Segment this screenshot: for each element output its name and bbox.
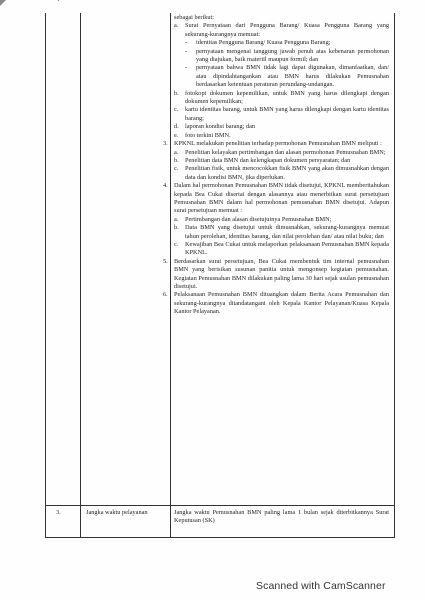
marker-b: b. — [174, 89, 179, 97]
marker-c: c. — [174, 240, 179, 248]
point-3a — [174, 149, 389, 157]
item-e-text: foto terkini BMN. — [185, 131, 231, 139]
marker-b: b. — [174, 224, 179, 232]
point-3a-text: Penelitian kelayakan pertimbangan dan alasan permohonan Pemusnahan BMN; — [185, 148, 386, 156]
scanner-watermark: Scanned with CamScanner — [256, 580, 386, 592]
marker-b: b. — [174, 156, 179, 164]
item-a-text: Surat Pernyataan dari Pengguna Barang/ Kuasa Pengguna Barang yang sekurang-kurangnya memuat: — [185, 22, 389, 38]
point-5 — [163, 258, 389, 292]
row-3-text: Jangka waktu Pemusnahan BMN paling lama 1 bulan sejak diterbitkannya Surat Keputusan (SK) — [174, 509, 389, 525]
column-divider-number — [80, 13, 81, 537]
point-4a-text: Pertimbangan dan alasan disetujuinya Pemusnahan BMN; — [185, 215, 332, 223]
point-4-text: Dalam hal permohonan Pemusnahan BMN tidak disetujui, KPKNL memberitahukan kepada Bea Cukai disertai dengan alasannya atau menerbitkan surat persetujuan Pemusnahan BMN dalam hal permohonan pemusnahan BMN disetujui. Adapun surat persetujuan memuat : — [174, 182, 389, 215]
item-e — [174, 132, 389, 140]
point-3b-text: Penelitian data BMN dan kelengkapan dokumen persyaratan; dan — [185, 156, 351, 164]
marker-e: e. — [174, 131, 179, 139]
item-a-detail-2 — [174, 48, 389, 65]
item-a-detail-3-text: pernyataan bahwa BMN tidak lagi dapat digunakan, dimanfaatkan, dan/ atau dipindahtangankan atau BMN harus dilakukan Pemusnahan berdasarkan ketentuan peraturan perundang-undangan. — [196, 64, 389, 89]
point-4c-text: Kewajiban Bea Cukai untuk melaporkan pelaksanaan Pemusnahan BMN kepada KPKNL. — [185, 240, 389, 257]
point-3c — [174, 165, 389, 182]
row-divider — [46, 505, 394, 506]
marker-6: 6. — [163, 291, 168, 299]
item-b — [174, 90, 389, 107]
point-4a — [174, 216, 389, 224]
point-3b — [174, 157, 389, 165]
point-5-text: Berdasarkan surat persetujuan, Bea Cukai membentuk tim internal pemusnahan BMN yang berisikan susunan panitia untuk mengonsep kegiatan pemusnahan. Kegiatan Pemusnahan BMN dilakukan paling lama 30 hari sejak usulan pemusnahan disetujui. — [174, 257, 389, 290]
marker-a: a. — [174, 215, 179, 223]
marker-3: 3. — [163, 140, 168, 148]
item-c — [174, 106, 389, 123]
point-4b-text: Data BMN yang disetujui untuk dimusnahkan, sekurang-kurangnya memuat tahun perolehan, identitas barang, dan nilai perolehan dan/ atau nilai buku; dan — [185, 224, 389, 240]
row-3-label: Jangka waktu pelayanan — [86, 509, 148, 516]
point-3c-text: Penelitian fisik, untuk mencocokkan fisik BMN yang akan dimusnahkan dengan data dan kondisi BMN, jika diperlukan. — [185, 165, 389, 181]
marker-c: c. — [174, 106, 179, 114]
point-4c — [174, 241, 389, 258]
row-3-number: 3. — [56, 509, 61, 516]
marker-5: 5. — [163, 257, 168, 265]
marker-4: 4. — [163, 182, 168, 190]
corner-mark — [58, 0, 77, 1]
item-a-detail-3 — [174, 64, 389, 89]
intro-text: sebagai berikut: — [174, 14, 215, 21]
point-6 — [163, 291, 389, 316]
dash-marker: - — [185, 64, 188, 72]
point-3 — [163, 140, 389, 148]
marker-d: d. — [174, 123, 179, 131]
item-d — [174, 123, 389, 131]
item-a — [174, 22, 389, 39]
marker-a: a. — [174, 148, 179, 156]
point-4 — [163, 182, 389, 216]
item-d-text: laporan kondisi barang; dan — [185, 123, 256, 131]
item-a-detail-2-text: pernyataan mengenai tanggung jawab penuh atas kebenaran permohonan yang diajukan, baik materiil maupun formil; dan — [196, 47, 389, 64]
point-6-text: Pelaksanaan Pemusnahan BMN dituangkan dalam Berita Acara Pemusnahan dan sekurang-kurangnya ditandatangani oleh Kepala Kantor Pelayanan/Kuasa Kepala Kantor Pelayanan. — [174, 291, 389, 316]
marker-a: a. — [174, 22, 179, 30]
item-a-detail-1 — [174, 39, 389, 47]
item-a-detail-1-text: identitas Pengguna Barang/ Kuasa Pengguna Barang; — [196, 39, 331, 47]
page-corner-fold — [0, 0, 6, 6]
dash-marker: - — [185, 39, 188, 47]
item-c-text: kartu identitas barang, untuk BMN yang harus dilengkapi dengan kartu identitas barang; — [185, 106, 389, 122]
dash-marker: - — [185, 47, 188, 55]
item-b-text: fotokopi dokumen kepemilikan, untuk BMN yang harus dilengkapi dengan dokumen kepemilikan; — [185, 89, 389, 106]
point-3-text: KPKNL melakukan penelitian terhadap permohonan Pemusnahan BMN meliputi : — [174, 140, 382, 148]
point-4b — [174, 224, 389, 241]
marker-c: c. — [174, 165, 179, 173]
requirements-table — [45, 13, 395, 538]
content-block — [163, 14, 389, 317]
